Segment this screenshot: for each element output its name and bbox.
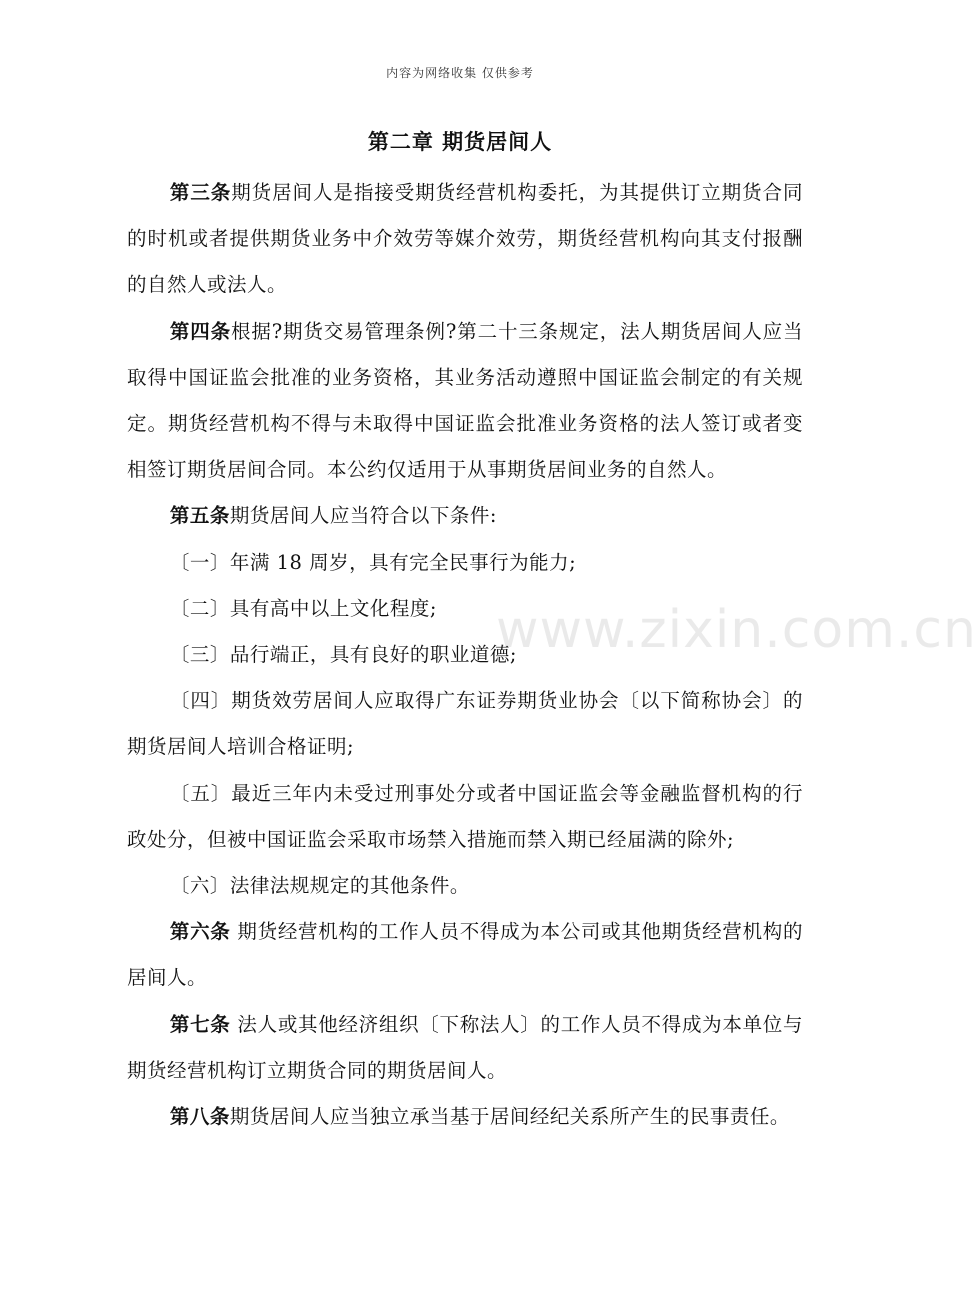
condition-item (127, 771, 803, 863)
condition-text: 〔一〕年满 18 周岁，具有完全民事行为能力; (169, 550, 577, 574)
article-number: 第八条 (169, 1105, 230, 1129)
condition-item (127, 632, 803, 678)
article-text: 期货居间人应当符合以下条件: (229, 504, 497, 528)
condition-text: 〔二〕具有高中以上文化程度; (169, 596, 437, 620)
article-number: 第七条 (169, 1012, 231, 1036)
article-4 (127, 309, 803, 494)
article-number: 第三条 (169, 181, 232, 204)
article-number: 第四条 (169, 319, 231, 343)
article-3 (127, 170, 803, 309)
article-6 (127, 909, 803, 1001)
condition-text: 〔三〕品行端正，具有良好的职业道德; (169, 643, 517, 667)
article-text: 期货居间人是指接受期货经营机构委托，为其提供订立期货合同的时机或者提供期货业务中介效劳等媒介效劳，期货经营机构向其支付报酬的自然人或法人。 (127, 181, 803, 297)
article-7 (127, 1002, 803, 1094)
condition-text: 〔五〕最近三年内未受过刑事处分或者中国证监会等金融监督机构的行政处分，但被中国证监会采取市场禁入措施而禁入期已经届满的除外; (127, 781, 803, 851)
condition-text: 〔六〕法律法规规定的其他条件。 (169, 874, 470, 898)
article-text: 期货居间人应当独立承当基于居间经纪关系所产生的民事责任。 (229, 1105, 790, 1129)
article-5 (127, 493, 803, 539)
article-text: 法人或其他经济组织〔下称法人〕的工作人员不得成为本单位与期货经营机构订立期货合同的期货居间人。 (127, 1012, 803, 1082)
condition-item (127, 863, 803, 909)
condition-item (127, 678, 803, 770)
watermark-logo: www.zixin.com.cn (496, 600, 977, 660)
header-note: 内容为网络收集 仅供参考 (386, 66, 534, 80)
article-8 (127, 1094, 803, 1140)
condition-text: 〔四〕期货效劳居间人应取得广东证券期货业协会〔以下简称协会〕的期货居间人培训合格证明; (127, 689, 803, 759)
article-text: 期货经营机构的工作人员不得成为本公司或其他期货经营机构的居间人。 (127, 920, 803, 990)
article-text: 根据?期货交易管理条例?第二十三条规定，法人期货居间人应当取得中国证监会批准的业务资格，其业务活动遵照中国证监会制定的有关规定。期货经营机构不得与未取得中国证监会批准业务资格的法人签订或者变相签订期货居间合同。本公约仅适用于从事期货居间业务的自然人。 (127, 319, 803, 482)
condition-item (127, 586, 803, 632)
document-body (127, 170, 803, 1140)
condition-item (127, 540, 803, 586)
chapter-title: 第二章 期货居间人 (367, 129, 553, 154)
article-number: 第六条 (169, 920, 231, 944)
article-number: 第五条 (169, 504, 230, 528)
